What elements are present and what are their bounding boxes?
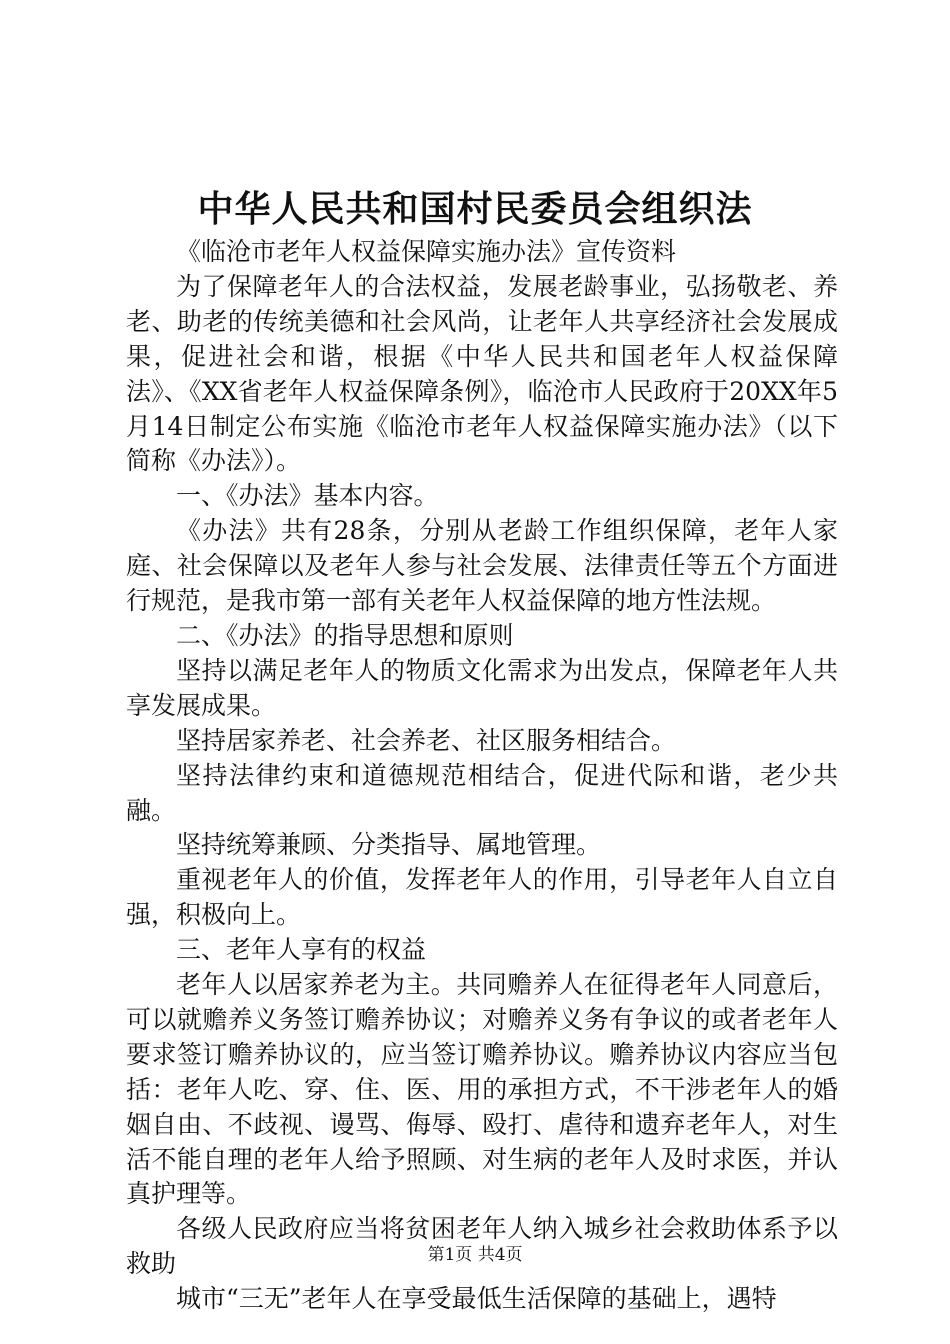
paragraph: 城市“三无”老年人在享受最低生活保障的基础上，遇特: [176, 1284, 777, 1314]
paragraph: 各级人民政府应当将贫困老年人纳入城乡社会救助体系予以救助: [126, 1214, 838, 1279]
paragraph: 《办法》共有28条，分别从老龄工作组织保障，老年人家庭、社会保障以及老年人参与社会发展、法律责任等五个方面进行规范，是我市第一部有关老年人权益保障的地方性法规。: [126, 516, 838, 616]
section-heading-2: 二、《办法》的指导思想和原则: [176, 620, 514, 650]
section-heading-3: 三、老年人享有的权益: [176, 935, 427, 965]
paragraph: 坚持统筹兼顾、分类指导、属地管理。: [176, 830, 602, 860]
document-title: 中华人民共和国村民委员会组织法: [197, 188, 753, 230]
paragraph: 坚持法律约束和道德规范相结合，促进代际和谐，老少共融。: [126, 760, 838, 825]
paragraph: 老年人以居家养老为主。共同赡养人在征得老年人同意后，可以就赡养义务签订赡养协议；对赡养义务有争议的或者老年人要求签订赡养协议的，应当签订赡养协议。赡养协议内容应当包括：老年人吃、穿、住、医、用的承担方式，不干涉老年人的婚姻自由、不歧视、谩骂、侮辱、殴打、虐待和遗弃老年人，对生活不能自理的老年人给予照顾、对生病的老年人及时求医，并认真护理等。: [126, 970, 838, 1209]
page-footer: 第1页 共4页: [427, 1245, 523, 1265]
intro-paragraph: 为了保障老年人的合法权益，发展老龄事业，弘扬敬老、养老、助老的传统美德和社会风尚，让老年人共享经济社会发展成果，促进社会和谐，根据《中华人民共和国老年人权益保障法》、《XX省老年人权益保障条例》，临沧市人民政府于20XX年5月14日制定公布实施《临沧市老年人权益保障实施办法》（以下简称《办法》）。: [126, 271, 838, 476]
section-heading-1: 一、《办法》基本内容。: [176, 481, 439, 511]
document-body: [126, 235, 838, 1317]
paragraph: 坚持以满足老年人的物质文化需求为出发点，保障老年人共享发展成果。: [126, 655, 838, 720]
paragraph: 重视老年人的价值，发挥老年人的作用，引导老年人自立自强，积极向上。: [126, 865, 838, 930]
subtitle-paragraph: 《临沧市老年人权益保障实施办法》宣传资料: [176, 237, 677, 266]
paragraph: 坚持居家养老、社会养老、社区服务相结合。: [176, 725, 677, 755]
